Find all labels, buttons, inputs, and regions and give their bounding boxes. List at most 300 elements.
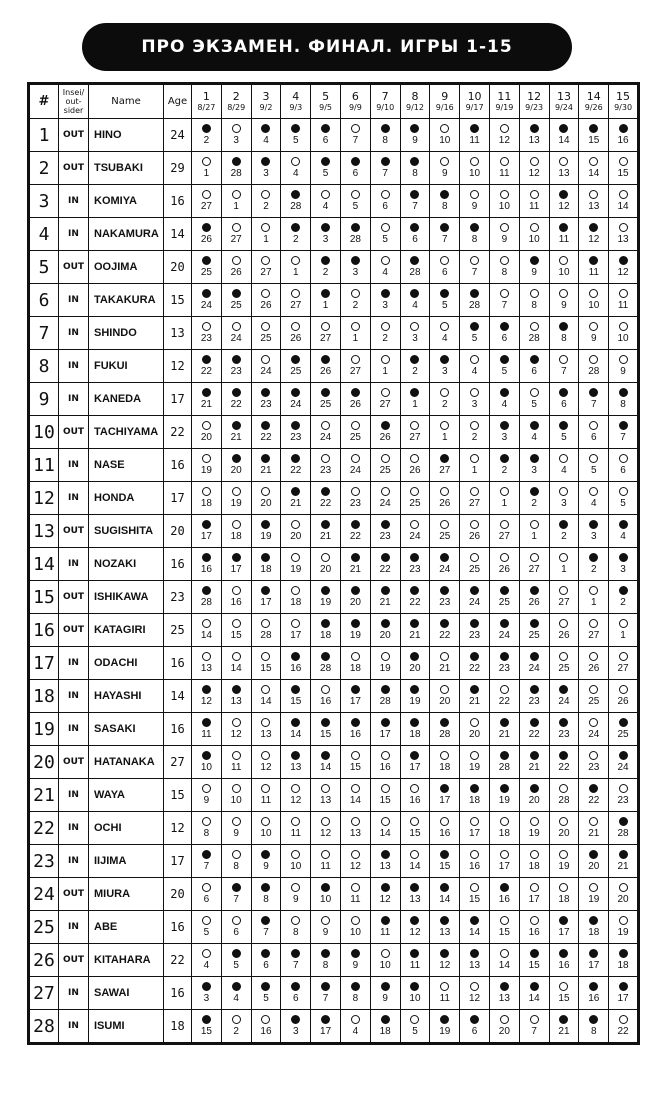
game-result-cell [579, 680, 609, 713]
win-stone-icon [321, 883, 330, 892]
loss-stone-icon [470, 355, 479, 364]
game-result-cell [311, 416, 341, 449]
opponent-number: 10 [588, 300, 600, 311]
opponent-number: 23 [617, 795, 629, 806]
game-result-cell [281, 911, 311, 944]
opponent-number: 13 [290, 762, 302, 773]
loss-stone-icon [321, 190, 330, 199]
opponent-number: 8 [263, 894, 269, 905]
win-stone-icon [619, 949, 628, 958]
opponent-number: 17 [469, 828, 481, 839]
win-stone-icon [381, 1015, 390, 1024]
win-stone-icon [500, 322, 509, 331]
opponent-number: 18 [349, 663, 361, 674]
opponent-number: 23 [200, 333, 212, 344]
loss-stone-icon [530, 190, 539, 199]
opponent-number: 23 [588, 762, 600, 773]
game-result-cell [579, 482, 609, 515]
game-result-cell [489, 119, 519, 152]
opponent-number: 28 [379, 696, 391, 707]
win-stone-icon [619, 982, 628, 991]
game-result-cell [340, 581, 370, 614]
opponent-number: 4 [531, 432, 537, 443]
player-name: OCHI [89, 812, 164, 845]
game-result-cell [251, 383, 281, 416]
opponent-number: 13 [588, 201, 600, 212]
opponent-number: 14 [617, 201, 629, 212]
opponent-number: 20 [409, 663, 421, 674]
game-result-cell [370, 284, 400, 317]
game-number: 3 [262, 89, 270, 103]
game-result-cell [489, 713, 519, 746]
game-result-cell [281, 482, 311, 515]
game-result-cell [370, 812, 400, 845]
header-game [489, 84, 519, 119]
opponent-number: 16 [558, 960, 570, 971]
game-result-cell [460, 581, 490, 614]
game-result-cell [221, 515, 251, 548]
game-result-cell [430, 350, 460, 383]
opponent-number: 11 [379, 927, 391, 938]
game-result-cell [579, 152, 609, 185]
game-result-cell [192, 482, 222, 515]
opponent-number: 6 [501, 333, 508, 344]
win-stone-icon [381, 916, 390, 925]
player-name: KOMIYA [89, 185, 164, 218]
opponent-number: 11 [260, 795, 272, 806]
game-result-cell [460, 482, 490, 515]
game-result-cell [579, 845, 609, 878]
player-number: 18 [29, 680, 59, 713]
loss-stone-icon [291, 817, 300, 826]
opponent-number: 27 [469, 498, 481, 509]
loss-stone-icon [351, 124, 360, 133]
player-number: 14 [29, 548, 59, 581]
game-result-cell [400, 845, 430, 878]
opponent-number: 6 [531, 366, 537, 377]
results-table [27, 82, 640, 1045]
header-game [251, 84, 281, 119]
win-stone-icon [440, 850, 449, 859]
win-stone-icon [232, 553, 241, 562]
loss-stone-icon [530, 520, 539, 529]
opponent-number: 9 [352, 960, 359, 971]
player-name: OOJIMA [89, 251, 164, 284]
opponent-number: 27 [200, 201, 212, 212]
loss-stone-icon [470, 256, 479, 265]
loss-stone-icon [440, 487, 449, 496]
game-result-cell [400, 548, 430, 581]
game-result-cell [519, 317, 549, 350]
loss-stone-icon [381, 817, 390, 826]
opponent-number: 3 [620, 564, 626, 575]
opponent-number: 1 [382, 366, 388, 377]
game-result-cell [311, 1010, 341, 1044]
win-stone-icon [381, 850, 390, 859]
opponent-number: 28 [260, 630, 272, 641]
loss-stone-icon [470, 421, 479, 430]
opponent-number: 23 [290, 432, 302, 443]
player-status: IN [59, 977, 89, 1010]
win-stone-icon [321, 388, 330, 397]
loss-stone-icon [291, 916, 300, 925]
game-result-cell [192, 614, 222, 647]
table-row [29, 185, 639, 218]
opponent-number: 8 [412, 168, 418, 179]
game-result-cell [281, 647, 311, 680]
opponent-number: 4 [412, 300, 418, 311]
win-stone-icon [381, 157, 390, 166]
win-stone-icon [410, 289, 419, 298]
game-result-cell [579, 812, 609, 845]
win-stone-icon [619, 553, 628, 562]
game-date: 9/9 [348, 102, 362, 112]
table-row [29, 317, 639, 350]
loss-stone-icon [351, 751, 360, 760]
win-stone-icon [619, 718, 628, 727]
header-age: Age [164, 84, 192, 119]
opponent-number: 3 [561, 498, 567, 509]
opponent-number: 4 [590, 498, 597, 509]
opponent-number: 19 [617, 927, 629, 938]
loss-stone-icon [291, 586, 300, 595]
opponent-number: 13 [558, 168, 570, 179]
game-result-cell [281, 383, 311, 416]
opponent-number: 2 [382, 333, 388, 344]
player-age: 12 [164, 350, 192, 383]
win-stone-icon [530, 487, 539, 496]
opponent-number: 9 [412, 135, 418, 146]
game-result-cell [609, 548, 639, 581]
game-result-cell [221, 119, 251, 152]
win-stone-icon [530, 421, 539, 430]
win-stone-icon [589, 223, 598, 232]
loss-stone-icon [381, 652, 390, 661]
game-result-cell [340, 779, 370, 812]
player-status: IN [59, 845, 89, 878]
opponent-number: 19 [469, 762, 481, 773]
game-result-cell [221, 944, 251, 977]
opponent-number: 20 [528, 795, 540, 806]
opponent-number: 12 [349, 861, 361, 872]
win-stone-icon [589, 520, 598, 529]
player-status: OUT [59, 614, 89, 647]
game-result-cell [251, 548, 281, 581]
opponent-number: 26 [260, 300, 272, 311]
game-result-cell [519, 1010, 549, 1044]
opponent-number: 20 [439, 696, 451, 707]
opponent-number: 24 [439, 564, 451, 575]
game-result-cell [370, 713, 400, 746]
opponent-number: 5 [531, 399, 537, 410]
opponent-number: 17 [200, 531, 212, 542]
opponent-number: 27 [528, 564, 540, 575]
opponent-number: 24 [469, 597, 481, 608]
opponent-number: 9 [590, 333, 597, 344]
loss-stone-icon [351, 883, 360, 892]
player-age: 25 [164, 614, 192, 647]
opponent-number: 28 [409, 267, 421, 278]
win-stone-icon [500, 784, 509, 793]
game-result-cell [370, 383, 400, 416]
win-stone-icon [440, 289, 449, 298]
opponent-number: 16 [290, 663, 302, 674]
loss-stone-icon [619, 619, 628, 628]
game-result-cell [370, 680, 400, 713]
opponent-number: 7 [412, 201, 418, 212]
game-result-cell [400, 251, 430, 284]
game-result-cell [340, 218, 370, 251]
loss-stone-icon [321, 322, 330, 331]
game-result-cell [549, 944, 579, 977]
game-result-cell [430, 185, 460, 218]
opponent-number: 17 [349, 696, 361, 707]
game-result-cell [311, 284, 341, 317]
player-number: 17 [29, 647, 59, 680]
game-result-cell [549, 614, 579, 647]
opponent-number: 15 [320, 729, 332, 740]
win-stone-icon [440, 784, 449, 793]
opponent-number: 8 [441, 201, 448, 212]
win-stone-icon [291, 685, 300, 694]
opponent-number: 22 [260, 432, 272, 443]
game-result-cell [519, 779, 549, 812]
opponent-number: 3 [412, 333, 418, 344]
opponent-number: 3 [322, 234, 329, 245]
opponent-number: 1 [471, 465, 478, 476]
win-stone-icon [232, 454, 241, 463]
loss-stone-icon [470, 883, 479, 892]
game-result-cell [579, 449, 609, 482]
loss-stone-icon [500, 949, 509, 958]
opponent-number: 23 [409, 564, 421, 575]
win-stone-icon [530, 652, 539, 661]
loss-stone-icon [381, 190, 390, 199]
win-stone-icon [291, 652, 300, 661]
win-stone-icon [351, 553, 360, 562]
win-stone-icon [470, 1015, 479, 1024]
opponent-number: 14 [290, 729, 302, 740]
player-number: 20 [29, 746, 59, 779]
opponent-number: 21 [200, 399, 212, 410]
player-number: 12 [29, 482, 59, 515]
loss-stone-icon [381, 223, 390, 232]
opponent-number: 21 [498, 729, 510, 740]
game-result-cell [251, 515, 281, 548]
win-stone-icon [321, 157, 330, 166]
opponent-number: 15 [200, 1026, 212, 1037]
loss-stone-icon [410, 850, 419, 859]
game-result-cell [192, 515, 222, 548]
opponent-number: 22 [439, 630, 451, 641]
loss-stone-icon [202, 817, 211, 826]
opponent-number: 23 [469, 630, 481, 641]
loss-stone-icon [381, 784, 390, 793]
win-stone-icon [589, 388, 598, 397]
game-result-cell [340, 944, 370, 977]
player-age: 16 [164, 647, 192, 680]
opponent-number: 10 [260, 828, 272, 839]
win-stone-icon [381, 685, 390, 694]
loss-stone-icon [232, 718, 241, 727]
loss-stone-icon [410, 487, 419, 496]
header-insei-outsider: Insei/ out- sider [59, 84, 89, 119]
opponent-number: 11 [201, 729, 212, 740]
win-stone-icon [589, 124, 598, 133]
game-result-cell [460, 878, 490, 911]
opponent-number: 16 [230, 597, 242, 608]
game-result-cell [489, 218, 519, 251]
win-stone-icon [440, 553, 449, 562]
opponent-number: 1 [501, 498, 508, 509]
opponent-number: 27 [588, 630, 600, 641]
opponent-number: 1 [620, 630, 626, 641]
opponent-number: 4 [561, 465, 567, 476]
opponent-number: 5 [590, 465, 597, 476]
player-age: 16 [164, 911, 192, 944]
game-result-cell [192, 812, 222, 845]
game-result-cell [370, 119, 400, 152]
table-row [29, 911, 639, 944]
game-result-cell [221, 647, 251, 680]
game-result-cell [460, 779, 490, 812]
opponent-number: 21 [349, 564, 361, 575]
loss-stone-icon [440, 982, 449, 991]
loss-stone-icon [381, 355, 390, 364]
loss-stone-icon [291, 322, 300, 331]
opponent-number: 8 [382, 135, 388, 146]
opponent-number: 11 [499, 168, 510, 179]
opponent-number: 15 [498, 927, 510, 938]
loss-stone-icon [410, 322, 419, 331]
win-stone-icon [202, 718, 211, 727]
loss-stone-icon [500, 817, 509, 826]
win-stone-icon [589, 256, 598, 265]
win-stone-icon [619, 817, 628, 826]
header-game [579, 84, 609, 119]
win-stone-icon [351, 586, 360, 595]
win-stone-icon [530, 586, 539, 595]
win-stone-icon [351, 619, 360, 628]
game-result-cell [221, 680, 251, 713]
opponent-number: 25 [617, 729, 629, 740]
player-name: HONDA [89, 482, 164, 515]
opponent-number: 7 [382, 168, 388, 179]
player-name: SHINDO [89, 317, 164, 350]
opponent-number: 4 [441, 333, 448, 344]
win-stone-icon [500, 355, 509, 364]
table-row [29, 284, 639, 317]
opponent-number: 3 [293, 1026, 299, 1037]
opponent-number: 9 [441, 168, 448, 179]
loss-stone-icon [470, 982, 479, 991]
opponent-number: 26 [558, 630, 570, 641]
opponent-number: 24 [320, 432, 332, 443]
game-result-cell [609, 1010, 639, 1044]
loss-stone-icon [232, 223, 241, 232]
player-age: 20 [164, 515, 192, 548]
player-status: IN [59, 482, 89, 515]
win-stone-icon [500, 883, 509, 892]
loss-stone-icon [619, 454, 628, 463]
game-result-cell [609, 944, 639, 977]
player-number: 27 [29, 977, 59, 1010]
table-row [29, 548, 639, 581]
game-result-cell [281, 713, 311, 746]
game-result-cell [579, 581, 609, 614]
game-result-cell [251, 350, 281, 383]
player-number: 28 [29, 1010, 59, 1044]
loss-stone-icon [589, 718, 598, 727]
game-result-cell [281, 680, 311, 713]
game-result-cell [192, 713, 222, 746]
opponent-number: 22 [379, 564, 391, 575]
win-stone-icon [410, 190, 419, 199]
opponent-number: 28 [617, 828, 629, 839]
win-stone-icon [261, 124, 270, 133]
game-result-cell [221, 845, 251, 878]
loss-stone-icon [410, 421, 419, 430]
header-game [460, 84, 490, 119]
table-row [29, 878, 639, 911]
loss-stone-icon [232, 190, 241, 199]
game-result-cell [370, 647, 400, 680]
game-result-cell [549, 350, 579, 383]
opponent-number: 11 [439, 993, 450, 1004]
game-result-cell [609, 911, 639, 944]
game-result-cell [370, 152, 400, 185]
opponent-number: 16 [200, 564, 212, 575]
win-stone-icon [500, 982, 509, 991]
game-number: 5 [322, 89, 330, 103]
opponent-number: 14 [469, 927, 481, 938]
opponent-number: 21 [558, 1026, 570, 1037]
opponent-number: 17 [558, 927, 570, 938]
opponent-number: 28 [588, 366, 600, 377]
game-result-cell [192, 647, 222, 680]
game-result-cell [221, 911, 251, 944]
opponent-number: 2 [471, 432, 478, 443]
loss-stone-icon [559, 883, 568, 892]
game-result-cell [609, 152, 639, 185]
opponent-number: 14 [320, 762, 332, 773]
game-result-cell [311, 581, 341, 614]
opponent-number: 14 [260, 696, 272, 707]
opponent-number: 17 [379, 729, 391, 740]
opponent-number: 21 [439, 663, 451, 674]
win-stone-icon [261, 421, 270, 430]
game-result-cell [311, 944, 341, 977]
opponent-number: 15 [230, 630, 242, 641]
win-stone-icon [410, 388, 419, 397]
opponent-number: 11 [617, 300, 629, 311]
loss-stone-icon [232, 751, 241, 760]
win-stone-icon [589, 982, 598, 991]
win-stone-icon [440, 190, 449, 199]
win-stone-icon [440, 718, 449, 727]
win-stone-icon [470, 289, 479, 298]
loss-stone-icon [410, 520, 419, 529]
game-result-cell [579, 317, 609, 350]
opponent-number: 6 [471, 1026, 478, 1037]
game-date: 9/30 [614, 102, 633, 112]
opponent-number: 10 [498, 201, 510, 212]
win-stone-icon [530, 982, 539, 991]
game-result-cell [370, 482, 400, 515]
table-row [29, 977, 639, 1010]
opponent-number: 11 [469, 135, 480, 146]
opponent-number: 22 [320, 498, 332, 509]
